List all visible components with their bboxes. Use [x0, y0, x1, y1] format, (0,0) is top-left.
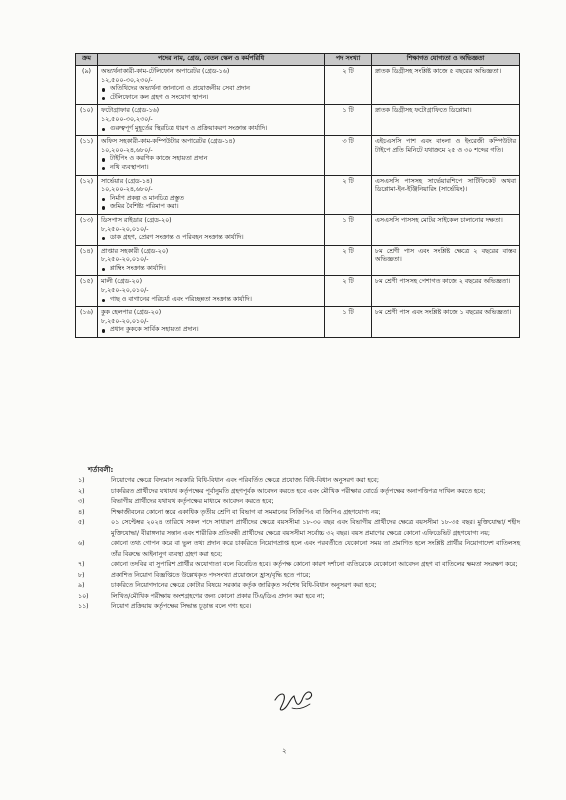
- condition-number: ১১): [78, 603, 89, 610]
- condition-item: [78, 571, 520, 582]
- duty-item: টাইপিং ও করণিক কাজে সহায়তা প্রদান: [101, 155, 321, 164]
- condition-text: ০১ সেপ্টেম্বর ২০২৪ তারিখে সকল পদে সাধারণ প্রার্থীদের ক্ষেত্রে বয়সসীমা ১৮-৩০ বছর এবং বিভাগীয় প্রার্থীদের ক্ষেত্রে বয়সসীমা ১৮-৩৫ বছর। মুক্তিযোদ্ধা/ শহীদ মুক্তিযোদ্ধা/ বীরাঙ্গনার সন্তান এবং শারীরিক প্রতিবন্ধী প্রার্থীদের ক্ষেত্রে বয়সসীমা সর্বোচ্চ ৩২ বছর। বয়স প্রমাণের ক্ষেত্রে কোনো এফিডেভিট গ্রহণযোগ্য নয়;: [111, 519, 520, 537]
- condition-number: ৬): [78, 540, 85, 547]
- page-number: ২: [282, 747, 287, 755]
- row-serial: (১৬): [76, 307, 98, 338]
- duty-list: [101, 326, 321, 335]
- row-post: [98, 136, 325, 175]
- condition-text: লিখিত/মৌখিক পরীক্ষায় অংশগ্রহণের জন্য কোনো প্রকার টিএ/ডিএ প্রদান করা হবে না;: [111, 592, 325, 600]
- condition-number: ১০): [78, 592, 89, 600]
- table-row: [76, 214, 520, 245]
- post-title: অভ্যর্থনাকারী-কাম-টেলিফোন অপারেটর (গ্রেড-১৬): [101, 68, 230, 75]
- post-title: মালী (গ্রেড-২০): [101, 278, 143, 286]
- duty-item: টেলিফোনে কল গ্রহণ ও সংযোগ স্থাপন।: [101, 94, 321, 103]
- row-serial: (১২): [76, 175, 98, 214]
- conditions-heading: শর্তাবলী:: [88, 466, 114, 474]
- duty-item: প্রধান কুককে সার্বিক সহায়তা প্রদান।: [101, 326, 321, 335]
- duty-item: অতিথিদের অভ্যর্থনা জানানো ও প্রয়োজনীয় সেবা প্রদান: [101, 85, 321, 94]
- condition-item: [78, 497, 520, 508]
- duty-item: জমির বৈশিষ্ট্য পরিমাপ করা।: [101, 203, 321, 212]
- post-title: ডিসপাস রাইডার (গ্রেড-২০): [101, 216, 172, 224]
- row-count: ১ টি: [325, 214, 372, 245]
- duty-item: ডাক গ্রহণ, প্রেরণ সংক্রান্ত ও পরিবহন সংক্রান্ত কার্যাদি।: [101, 234, 321, 243]
- post-title: অফিস সহকারী-কাম-কম্পিউটার অপারেটর (গ্রেড-১৪): [101, 138, 236, 146]
- handwritten-signature: [272, 686, 316, 714]
- pay-scale: ১০,২০০-২৪,৬৮০/-: [101, 146, 153, 154]
- pay-scale: ১২,৫০০-৩০,২৩০/-: [101, 115, 153, 123]
- duty-list: [101, 155, 321, 172]
- condition-item: [78, 476, 520, 487]
- condition-text: বিভাগীয় প্রার্থীদের যথাযথ কর্তৃপক্ষের মাধ্যমে আবেদন করতে হবে;: [111, 498, 274, 505]
- row-post: [98, 105, 325, 136]
- condition-item: [78, 602, 520, 613]
- condition-text: কোনো তদবির বা সুপারিশ প্রার্থীর অযোগ্যতা বলে বিবেচিত হবে। কর্তৃপক্ষ কোনো কারণ দর্শানো ব্যতিরেকে যেকোনো আবেদন গ্রহণ বা বাতিলের ক্ষমতা সংরক্ষণ করে;: [111, 561, 518, 568]
- header-serial: ক্রম: [76, 54, 98, 66]
- condition-number: ৩): [78, 498, 85, 505]
- condition-text: চাকরিরত প্রার্থীদের যথাযথ কর্তৃপক্ষের পূর্বানুমতি গ্রহণপূর্বক আবেদন করতে হবে এবং মৌখিক পরীক্ষার বোর্ডে কর্তৃপক্ষের অনাপত্তিপত্র দাখিল করতে হবে;: [111, 487, 486, 495]
- condition-number: ৭): [78, 561, 85, 568]
- header-qualification: শিক্ষাগত যোগ্যতা ও অভিজ্ঞতা: [372, 54, 520, 66]
- row-count: ২ টি: [325, 66, 372, 105]
- condition-number: ১): [78, 477, 85, 484]
- row-serial: (১৩): [76, 214, 98, 245]
- row-qualification: এইচএসসি পাশ এবং বাংলা ও ইংরেজী কম্পিউটার টাইপে প্রতি মিনিটে যথাক্রমে ২৫ ও ৩০ শব্দের গতি।: [372, 136, 520, 175]
- row-count: ৩ টি: [325, 136, 372, 175]
- condition-item: [78, 487, 520, 498]
- table-row: [76, 136, 520, 175]
- row-qualification: ৮ম শ্রেণী পাস এবং সংশ্লিষ্ট কাজে ১ বছরের অভিজ্ঞতা।: [372, 307, 520, 338]
- table-row: [76, 245, 520, 276]
- row-qualification: এসএসসি পাসসহ সার্ভেয়ারশিপে সার্টিফিকেট অথবা ডিপ্লোমা-ইন-ইঞ্জিনিয়ারিং (সার্ভেয়িং)।: [372, 175, 520, 214]
- conditions-list: [78, 476, 520, 613]
- row-qualification: ৮ম শ্রেণী পাসসহ পেশাগত কাজে ২ বছরের অভিজ্ঞতা।: [372, 276, 520, 307]
- row-serial: (৯): [76, 66, 98, 105]
- row-serial: (১৫): [76, 276, 98, 307]
- table-header-row: [76, 54, 520, 66]
- duty-list: [101, 234, 321, 243]
- condition-text: চাকরিতে নিয়োগদানের ক্ষেত্রে কোটার বিষয়ে সরকার কর্তৃক জারিকৃত সর্বশেষ বিধি-বিধান অনুসরণ করা হবে;: [111, 582, 377, 589]
- post-title: ফটোগ্রাফার (গ্রেড-১৬): [101, 107, 160, 115]
- header-post: পদের নাম, গ্রেড, বেতন স্কেল ও কর্মপরিধি: [98, 54, 325, 66]
- row-count: ২ টি: [325, 245, 372, 276]
- duty-list: [101, 195, 321, 212]
- post-title: সার্ভেয়ার (গ্রেড-১৪): [101, 177, 153, 185]
- condition-text: প্রকাশিত নিয়োগ বিজ্ঞপ্তিতে উল্লেখকৃত পদসংখ্যা প্রয়োজনে হ্রাস/বৃদ্ধি হতে পারে;: [111, 571, 311, 579]
- condition-item: [78, 539, 520, 560]
- condition-text: নিয়োগের ক্ষেত্রে বিদ্যমান সরকারি বিধি-বিধান এবং পরিবর্তিত ক্ষেত্রে প্রযোজ্য বিধি-বিধান অনুসরণ করা হবে;: [111, 477, 379, 484]
- pay-scale: ১২,৫০০-৩০,২৩০/-: [101, 76, 153, 84]
- post-title: কুক হেলপার (গ্রেড-২০): [101, 309, 162, 317]
- row-post: [98, 175, 325, 214]
- row-post: [98, 66, 325, 105]
- duty-list: [101, 85, 321, 102]
- duty-list: [101, 265, 321, 274]
- row-count: ১ টি: [325, 105, 372, 136]
- post-title: প্রাপ্তার সহকারী (গ্রেড-২০): [101, 247, 169, 255]
- pay-scale: ৮,২৫০-২০,০১০/-: [101, 225, 149, 233]
- pay-scale: ১০,২০০-২৪,৬৮০/-: [101, 186, 153, 194]
- row-post: [98, 307, 325, 338]
- table-row: [76, 66, 520, 105]
- row-qualification: এসএসসি পাসসহ মোটর সাইকেল চালানোর দক্ষতা।: [372, 214, 520, 245]
- duty-item: গাছ ও বাগানের পরিচর্যা এবং পরিচ্ছন্নতা সংক্রান্ত কার্যাদি।: [101, 296, 321, 305]
- row-count: ১ টি: [325, 307, 372, 338]
- condition-text: কোনো তথ্য গোপন করে বা ভুল তথ্য প্রদান করে চাকরিতে নিয়োগপ্রাপ্ত হলে এবং পরবর্তীতে যেকোনো সময় তা প্রমাণিত হলে সংশ্লিষ্ট প্রার্থীর নিয়োগাদেশ বাতিলসহ তাঁর বিরুদ্ধে আইনানুগ ব্যবস্থা গ্রহণ করা হবে;: [111, 540, 520, 558]
- condition-item: [78, 508, 520, 519]
- condition-item: [78, 581, 520, 592]
- row-serial: (১৪): [76, 245, 98, 276]
- duty-list: [101, 296, 321, 305]
- header-count: পদ সংখ্যা: [325, 54, 372, 66]
- duty-item: নথি ব্যবস্থাপনা।: [101, 164, 321, 173]
- row-post: [98, 276, 325, 307]
- table-row: [76, 276, 520, 307]
- row-post: [98, 245, 325, 276]
- condition-item: [78, 592, 520, 603]
- row-post: [98, 214, 325, 245]
- duty-list: [101, 125, 321, 134]
- table-row: [76, 307, 520, 338]
- row-count: ২ টি: [325, 175, 372, 214]
- duty-item: প্লাম্বিং সংক্রান্ত কার্যাদি।: [101, 265, 321, 274]
- condition-number: ৪): [78, 508, 85, 516]
- table-row: [76, 175, 520, 214]
- condition-number: ২): [78, 487, 85, 495]
- row-serial: (১১): [76, 136, 98, 175]
- row-serial: (১০): [76, 105, 98, 136]
- duty-item: নির্মাণ প্রকল্প ও মানচিত্র প্রস্তুত: [101, 195, 321, 204]
- row-count: ২ টি: [325, 276, 372, 307]
- row-qualification: স্নাতক ডিগ্রীসহ সংশ্লিষ্ট কাজে ৫ বছরের অভিজ্ঞতা।: [372, 66, 520, 105]
- table-row: [76, 105, 520, 136]
- row-qualification: স্নাতক ডিগ্রীসহ ফটোগ্রাফিতে ডিপ্লোমা।: [372, 105, 520, 136]
- condition-number: ৮): [78, 571, 85, 579]
- condition-number: ৯): [78, 582, 85, 589]
- condition-text: শিক্ষাজীবনের কোনো স্তরে একাধিক তৃতীয় শ্রেণি বা বিভাগ বা সমমানের সিজিপিএ বা জিপিএ গ্রহণযোগ্য নয়;: [111, 508, 381, 516]
- row-qualification: ৮ম শ্রেণী পাস এবং সংশ্লিষ্ট ক্ষেত্রে ২ বছরের বাস্তব অভিজ্ঞতা।: [372, 245, 520, 276]
- condition-item: [78, 560, 520, 571]
- duty-item: গুরুত্বপূর্ণ মুহূর্তের স্থিরচিত্র ধারণ ও প্রক্রিয়াকরণ সংক্রান্ত কার্যাদি।: [101, 125, 321, 134]
- condition-number: ৫): [78, 519, 85, 526]
- condition-item: [78, 518, 520, 539]
- pay-scale: ৮,২৫০-২০,০১০/-: [101, 317, 149, 325]
- pay-scale: ৮,২৫০-২০,০১০/-: [101, 256, 149, 264]
- pay-scale: ৮,২৫০-২০,০১০/-: [101, 287, 149, 295]
- vacancy-table: [75, 53, 520, 338]
- condition-text: নিয়োগ প্রক্রিয়ায় কর্তৃপক্ষের সিদ্ধান্ত চূড়ান্ত বলে গণ্য হবে।: [111, 603, 252, 610]
